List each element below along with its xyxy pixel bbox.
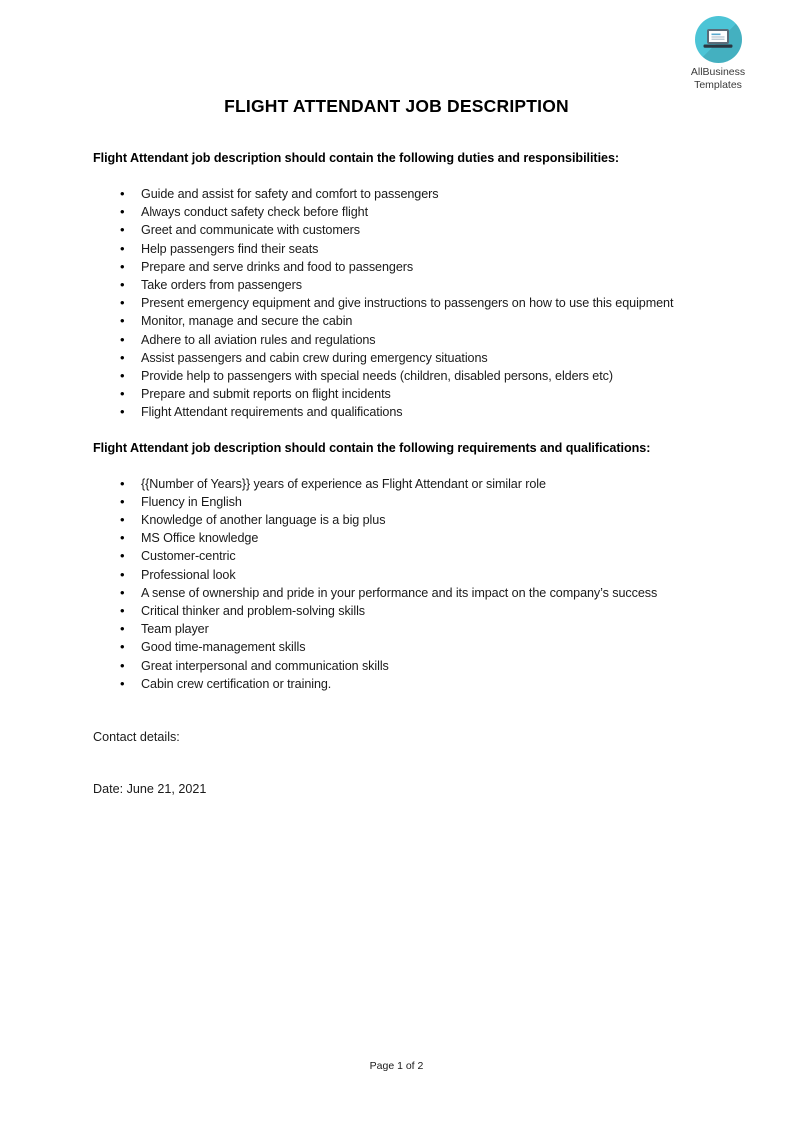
list-item: • Take orders from passengers [93, 276, 699, 294]
date-line: Date: June 21, 2021 [93, 782, 207, 797]
logo-text-line2: Templates [694, 79, 742, 91]
logo-text [672, 66, 764, 92]
requirements-list [93, 475, 699, 693]
list-item: • Greet and communicate with customers [93, 221, 699, 239]
list-item: • Present emergency equipment and give instructions to passengers on how to use this equipment [93, 294, 699, 312]
allbusiness-templates-logo [672, 16, 764, 92]
list-item: • Customer-centric [93, 547, 699, 565]
logo-text-line1: AllBusiness [690, 66, 746, 78]
list-item: • Monitor, manage and secure the cabin [93, 312, 699, 330]
list-item: • Great interpersonal and communication skills [93, 657, 699, 675]
list-item: • {{Number of Years}} years of experience as Flight Attendant or similar role [93, 475, 699, 493]
list-item: • Prepare and serve drinks and food to passengers [93, 258, 699, 276]
list-item: • Guide and assist for safety and comfort to passengers [93, 185, 699, 203]
laptop-icon [703, 27, 733, 51]
list-item: • Help passengers find their seats [93, 240, 699, 258]
list-item: • Fluency in English [93, 493, 699, 511]
list-item: • Always conduct safety check before flight [93, 203, 699, 221]
page-footer: Page 1 of 2 [369, 1060, 424, 1072]
list-item: • A sense of ownership and pride in your performance and its impact on the company’s success [93, 584, 699, 602]
list-item: • MS Office knowledge [93, 529, 699, 547]
list-item: • Flight Attendant requirements and qualifications [93, 403, 699, 421]
list-item: • Professional look [93, 566, 699, 584]
list-item: • Provide help to passengers with special needs (children, disabled persons, elders etc) [93, 367, 699, 385]
logo-circle [695, 16, 742, 63]
list-item: • Assist passengers and cabin crew during emergency situations [93, 349, 699, 367]
list-item: • Cabin crew certification or training. [93, 675, 699, 693]
contact-details-label: Contact details: [93, 730, 180, 745]
page-title: FLIGHT ATTENDANT JOB DESCRIPTION [224, 96, 569, 116]
list-item: • Prepare and submit reports on flight incidents [93, 385, 699, 403]
list-item: • Good time-management skills [93, 638, 699, 656]
requirements-heading: Flight Attendant job description should contain the following requirements and qualifications: [93, 440, 651, 455]
list-item: • Critical thinker and problem-solving skills [93, 602, 699, 620]
duties-list [93, 185, 699, 422]
list-item: • Knowledge of another language is a big plus [93, 511, 699, 529]
document-body [93, 150, 699, 798]
list-item: • Adhere to all aviation rules and regulations [93, 331, 699, 349]
list-item: • Team player [93, 620, 699, 638]
duties-heading: Flight Attendant job description should contain the following duties and responsibilities: [93, 151, 620, 165]
